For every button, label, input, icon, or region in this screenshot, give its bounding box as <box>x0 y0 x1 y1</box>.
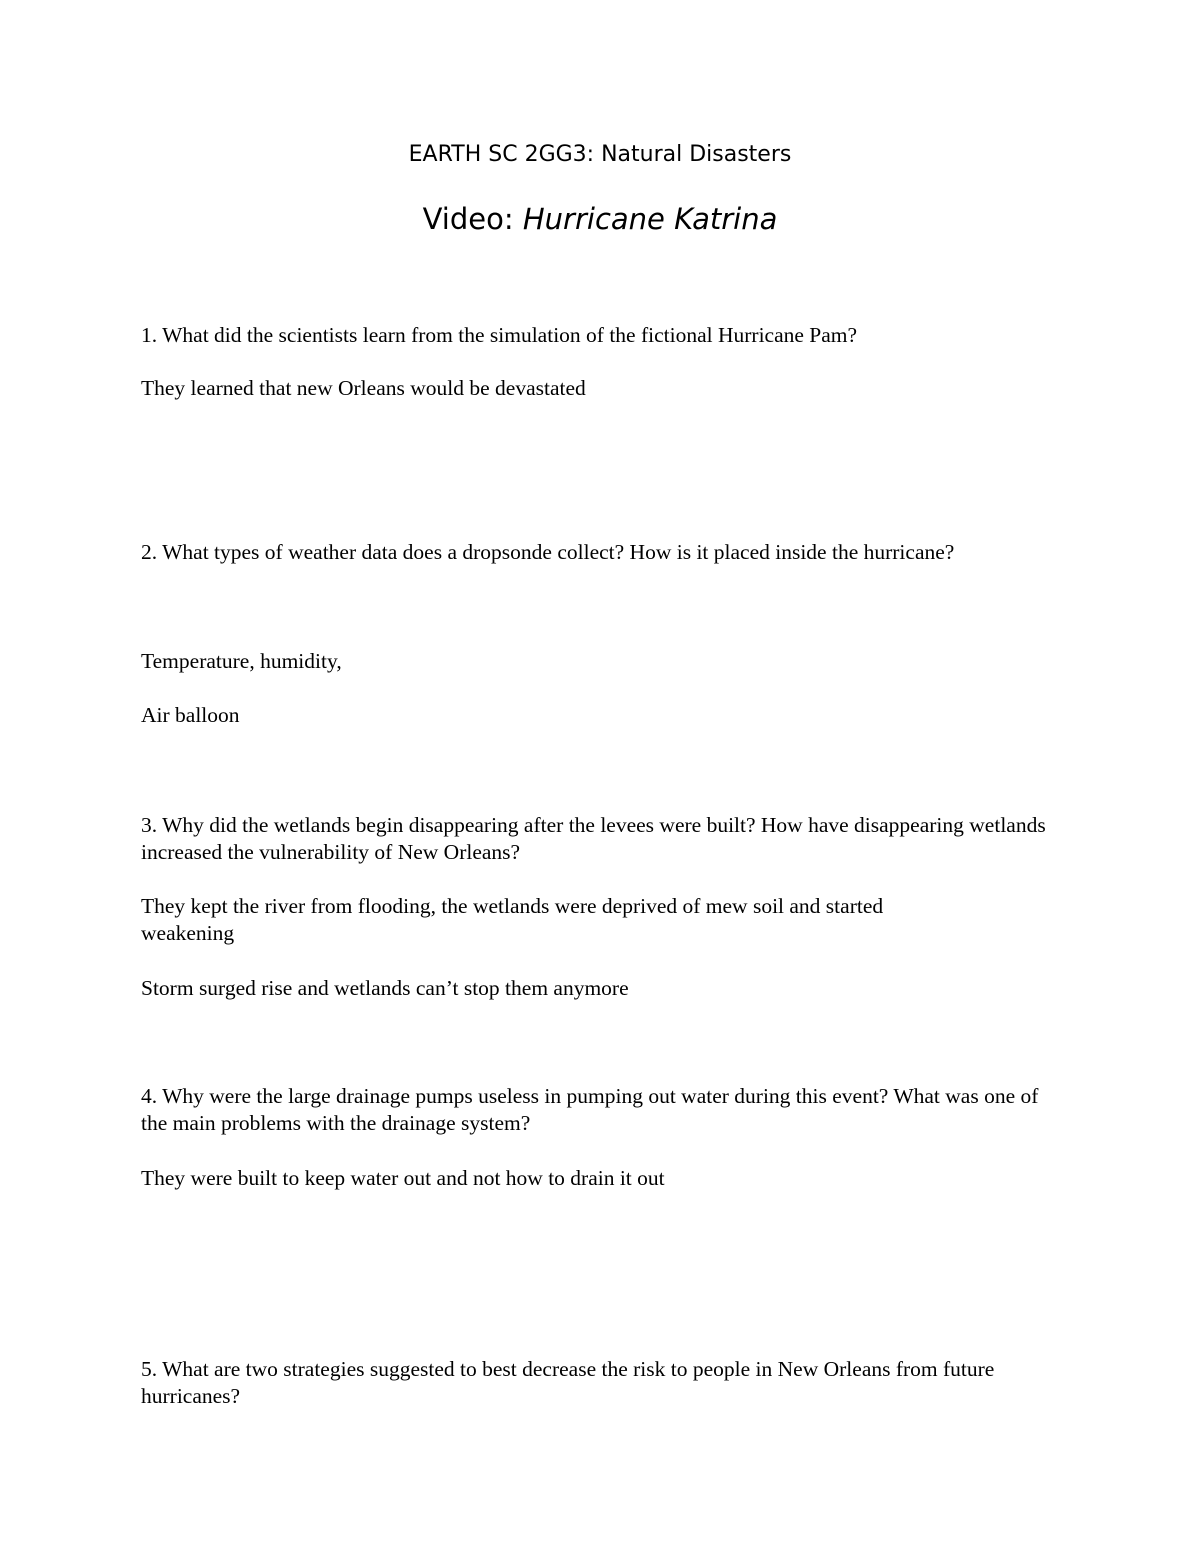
video-title <box>0 199 1200 239</box>
question-3: 3. Why did the wetlands begin disappearing after the levees were built? How have disappearing wetlands increased the vulnerability of New Orleans? <box>141 813 1046 864</box>
question-2: 2. What types of weather data does a dropsonde collect? How is it placed inside the hurricane? <box>141 540 955 564</box>
video-title-prefix: Video: <box>422 202 523 236</box>
answer-3a: They kept the river from flooding, the wetlands were deprived of mew soil and started weakening <box>141 894 884 945</box>
answer-4: They were built to keep water out and not how to drain it out <box>141 1166 665 1190</box>
question-5: 5. What are two strategies suggested to best decrease the risk to people in New Orleans from future hurricanes? <box>141 1357 995 1408</box>
answer-3b: Storm surged rise and wetlands can’t stop them anymore <box>141 976 629 1000</box>
video-title-name: Hurricane Katrina <box>522 202 778 236</box>
answer-1: They learned that new Orleans would be devastated <box>141 376 586 400</box>
question-4: 4. Why were the large drainage pumps useless in pumping out water during this event? What was one of the main problems with the drainage system? <box>141 1084 1039 1135</box>
course-title: EARTH SC 2GG3: Natural Disasters <box>408 142 792 167</box>
question-1: 1. What did the scientists learn from the simulation of the fictional Hurricane Pam? <box>141 323 858 347</box>
answer-2b: Air balloon <box>141 703 240 727</box>
answer-2a: Temperature, humidity, <box>141 649 342 673</box>
